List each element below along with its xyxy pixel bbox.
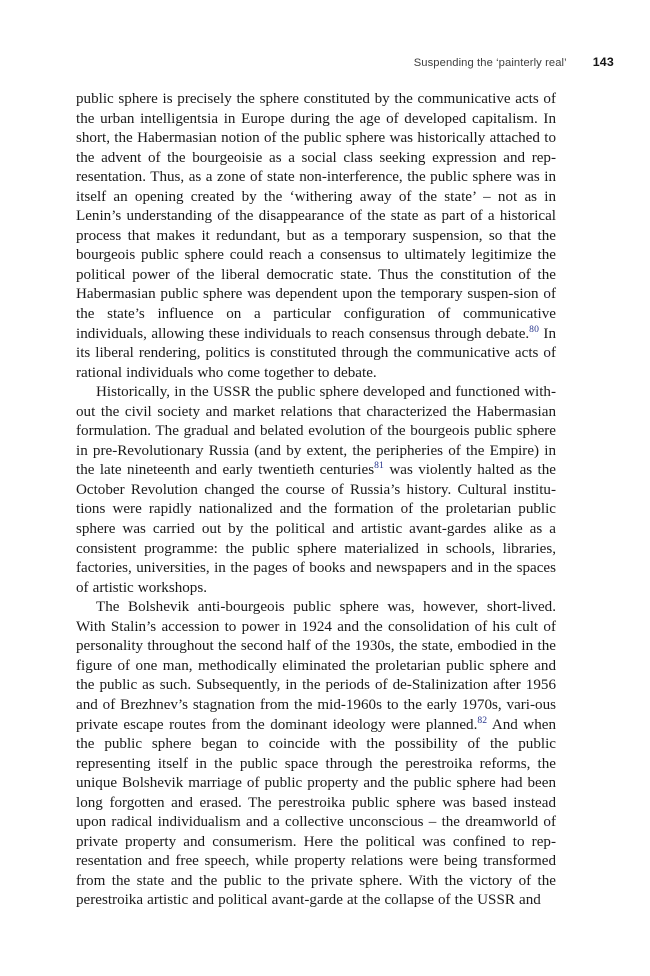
body-paragraph xyxy=(76,90,556,383)
running-head xyxy=(76,55,614,73)
body-paragraph xyxy=(76,383,556,598)
paragraph-text: The Bolshevik anti-bourgeois public sphere was, however, short-lived. With Stalin’s accession to power in 1924 and the consolidation of his cult of personality throughout the second half of the 1930s, the state, embodied in the figure of one man, methodically eliminated the proletarian public sphere and the public as such. Subsequently, in the periods of de-Stalinization after 1956 and of Brezhnev’s stagnation from the mid-1960s to the early 1970s, vari-ous private escape routes from the dominant ideology were planned. xyxy=(76,599,556,733)
running-head-title: Suspending the ‘painterly real’ xyxy=(413,57,567,69)
paragraph-text: In its liberal rendering, politics is constituted through the communicative acts of rational individuals who come together to debate. xyxy=(76,325,556,381)
paragraph-text: public sphere is precisely the sphere constituted by the communicative acts of the urban intelligentsia in Europe during the age of developed capitalism. In short, the Habermasian notion of the public sphere was historically attached to the advent of the bourgeoisie as a social class seeking expression and rep-resentation. Thus, as a zone of state non-interference, the public sphere was in itself an opening created by the ‘withering away of the state’ – not as in Lenin’s understanding of the disappearance of the state as part of a historical process that makes it redundant, but as a temporary suspension, so that the bourgeois public sphere could reach a consensus to ultimately legitimize the political power of the liberal democratic state. Thus the constitution of the Habermasian public sphere was dependent upon the temporary suspen-sion of the state’s influence on a particular configuration of communicative individuals, allowing these individuals to reach consensus through debate. xyxy=(76,91,556,342)
paragraph-text: And when the public sphere began to coincide with the possibility of the public representing itself in the public space through the perestroika reforms, the unique Bolshevik marriage of public property and the public sphere had been long forgotten and erased. The perestroika public sphere was based instead upon radical individualism and a collective unconscious – the dreamworld of private property and consumerism. Here the political was confined to rep-resentation and free speech, while property relations were being transformed from the state and the public to the private sphere. With the victory of the perestroika artistic and political avant-garde at the collapse of the USSR and xyxy=(76,716,556,909)
footnote-reference[interactable]: 82 xyxy=(477,714,488,726)
body-text-block xyxy=(76,90,556,911)
page-number: 143 xyxy=(592,55,614,69)
footnote-reference[interactable]: 81 xyxy=(374,460,384,472)
paragraph-text: was violently halted as the October Revolution changed the course of Russia’s history. Cultural institu-tions were rapidly nationalized and the formation of the proletarian public sphere was carried out by the political and artistic avant-gardes alike as a consistent programme: the public sphere materialized in schools, libraries, factories, universities, in the pages of books and newspapers and in the spaces of artistic workshops. xyxy=(76,462,556,596)
footnote-reference[interactable]: 80 xyxy=(529,323,539,335)
body-paragraph xyxy=(76,598,556,911)
paragraph-text: Historically, in the USSR the public sphere developed and functioned with-out the civil society and market relations that characterized the Habermasian formulation. The gradual and belated evolution of the bourgeois public sphere in pre-Revolutionary Russia (and by extent, the peripheries of the Empire) in the late nineteenth and early twentieth centuries xyxy=(76,384,556,479)
